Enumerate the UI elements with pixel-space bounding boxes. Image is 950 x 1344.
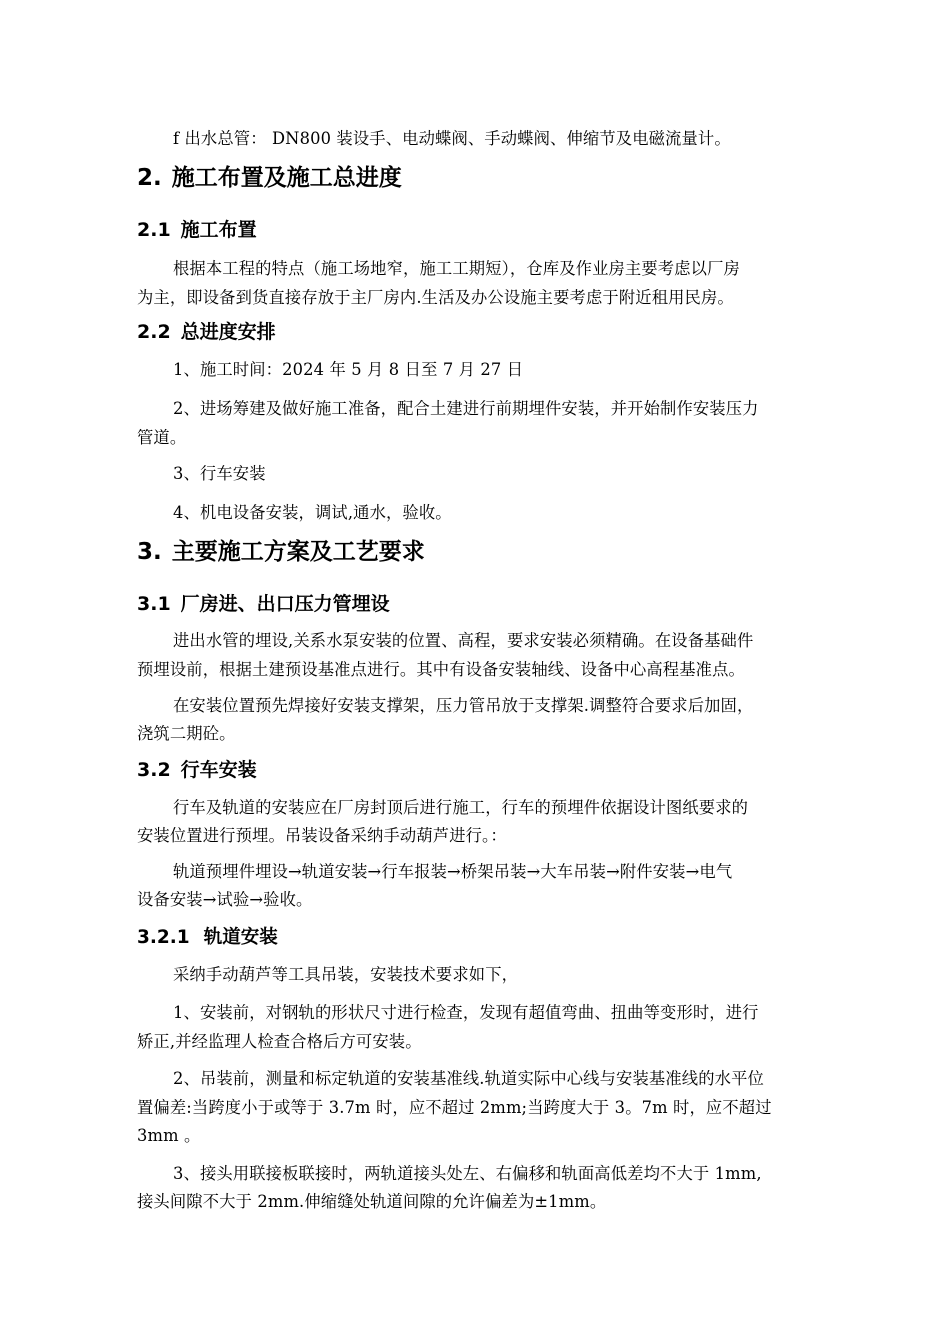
heading-title: 施工布置及施工总进度 bbox=[171, 165, 402, 191]
rail-requirement-1-line-1: 1、安装前，对钢轨的形状尺寸进行检查，发现有超值弯曲、扭曲等变形时，进行 bbox=[173, 1003, 759, 1022]
heading-number: 3.1 bbox=[137, 593, 171, 615]
rail-requirement-2-line-2: 置偏差:当跨度小于或等于 3.7m 时，应不超过 2mm;当跨度大于 3。7m 时，应不超过 bbox=[137, 1098, 772, 1117]
heading-title: 主要施工方案及工艺要求 bbox=[171, 539, 425, 565]
schedule-item-2-line-1: 2、进场筹建及做好施工准备，配合土建进行前期埋件安装，并开始制作安装压力 bbox=[173, 399, 759, 418]
schedule-item-4: 4、机电设备安装，调试,通水，验收。 bbox=[173, 503, 452, 522]
heading-section-3-1 bbox=[137, 590, 390, 618]
heading-title: 轨道安装 bbox=[203, 927, 278, 948]
rail-requirement-3-line-2: 接头间隙不大于 2mm.伸缩缝处轨道间隙的允许偏差为±1mm。 bbox=[137, 1192, 607, 1211]
paragraph-outlet-pipe: f 出水总管： DN800 装设手、电动蝶阀、手动蝶阀、伸缩节及电磁流量计。 bbox=[173, 129, 731, 148]
paragraph-3-2a-line-1: 行车及轨道的安装应在厂房封顶后进行施工，行车的预埋件依据设计图纸要求的 bbox=[173, 798, 749, 817]
heading-section-3-2 bbox=[137, 756, 257, 784]
rail-requirement-2-line-1: 2、吊装前，测量和标定轨道的安装基准线.轨道实际中心线与安装基准线的水平位 bbox=[173, 1069, 764, 1088]
paragraph-layout-line-1: 根据本工程的特点（施工场地窄，施工工期短），仓库及作业房主要考虑以厂房 bbox=[173, 259, 740, 278]
heading-number: 3. bbox=[137, 539, 162, 565]
heading-title: 行车安装 bbox=[180, 759, 257, 781]
paragraph-3-1b-line-1: 在安装位置预先焊接好安装支撑架，压力管吊放于支撑架.调整符合要求后加固， bbox=[173, 696, 754, 715]
paragraph-3-1a-line-2: 预埋设前，根据土建预设基准点进行。其中有设备安装轴线、设备中心高程基准点。 bbox=[137, 660, 745, 679]
paragraph-layout-line-2: 为主，即设备到货直接存放于主厂房内.生活及办公设施主要考虑于附近租用民房。 bbox=[137, 288, 734, 307]
heading-number: 2.2 bbox=[137, 321, 171, 343]
heading-number: 2.1 bbox=[137, 219, 171, 241]
heading-title: 厂房进、出口压力管埋设 bbox=[180, 593, 390, 615]
heading-number: 2. bbox=[137, 165, 162, 191]
heading-section-3 bbox=[137, 537, 425, 567]
schedule-item-2-line-2: 管道。 bbox=[137, 428, 187, 447]
process-flow-line-2: 设备安装→试验→验收。 bbox=[137, 890, 313, 909]
rail-requirement-2-line-3: 3mm 。 bbox=[137, 1126, 201, 1145]
heading-section-2 bbox=[137, 163, 402, 193]
schedule-item-1: 1、施工时间：2024 年 5 月 8 日至 7 月 27 日 bbox=[173, 360, 524, 379]
paragraph-3-1b-line-2: 浇筑二期砼。 bbox=[137, 724, 236, 743]
rail-requirement-1-line-2: 矫正,并经监理人检查合格后方可安装。 bbox=[137, 1032, 422, 1051]
rail-requirement-3-line-1: 3、接头用联接板联接时，两轨道接头处左、右偏移和轨面高低差均不大于 1mm, bbox=[173, 1164, 762, 1183]
process-flow-line-1: 轨道预埋件埋设→轨道安装→行车报装→桥架吊装→大车吊装→附件安装→电气 bbox=[173, 862, 733, 881]
schedule-item-3: 3、行车安装 bbox=[173, 464, 266, 483]
heading-number: 3.2.1 bbox=[137, 927, 190, 948]
heading-title: 施工布置 bbox=[180, 219, 257, 241]
heading-section-2-2 bbox=[137, 318, 276, 346]
heading-section-2-1 bbox=[137, 216, 257, 244]
heading-title: 总进度安排 bbox=[180, 321, 276, 343]
heading-number: 3.2 bbox=[137, 759, 171, 781]
paragraph-3-2a-line-2: 安装位置进行预埋。吊装设备采纳手动葫芦进行。： bbox=[137, 826, 507, 845]
heading-section-3-2-1 bbox=[137, 924, 278, 952]
rail-install-intro: 采纳手动葫芦等工具吊装，安装技术要求如下， bbox=[173, 965, 519, 984]
paragraph-3-1a-line-1: 进出水管的埋设,关系水泵安装的位置、高程，要求安装必须精确。在设备基础件 bbox=[173, 631, 754, 650]
